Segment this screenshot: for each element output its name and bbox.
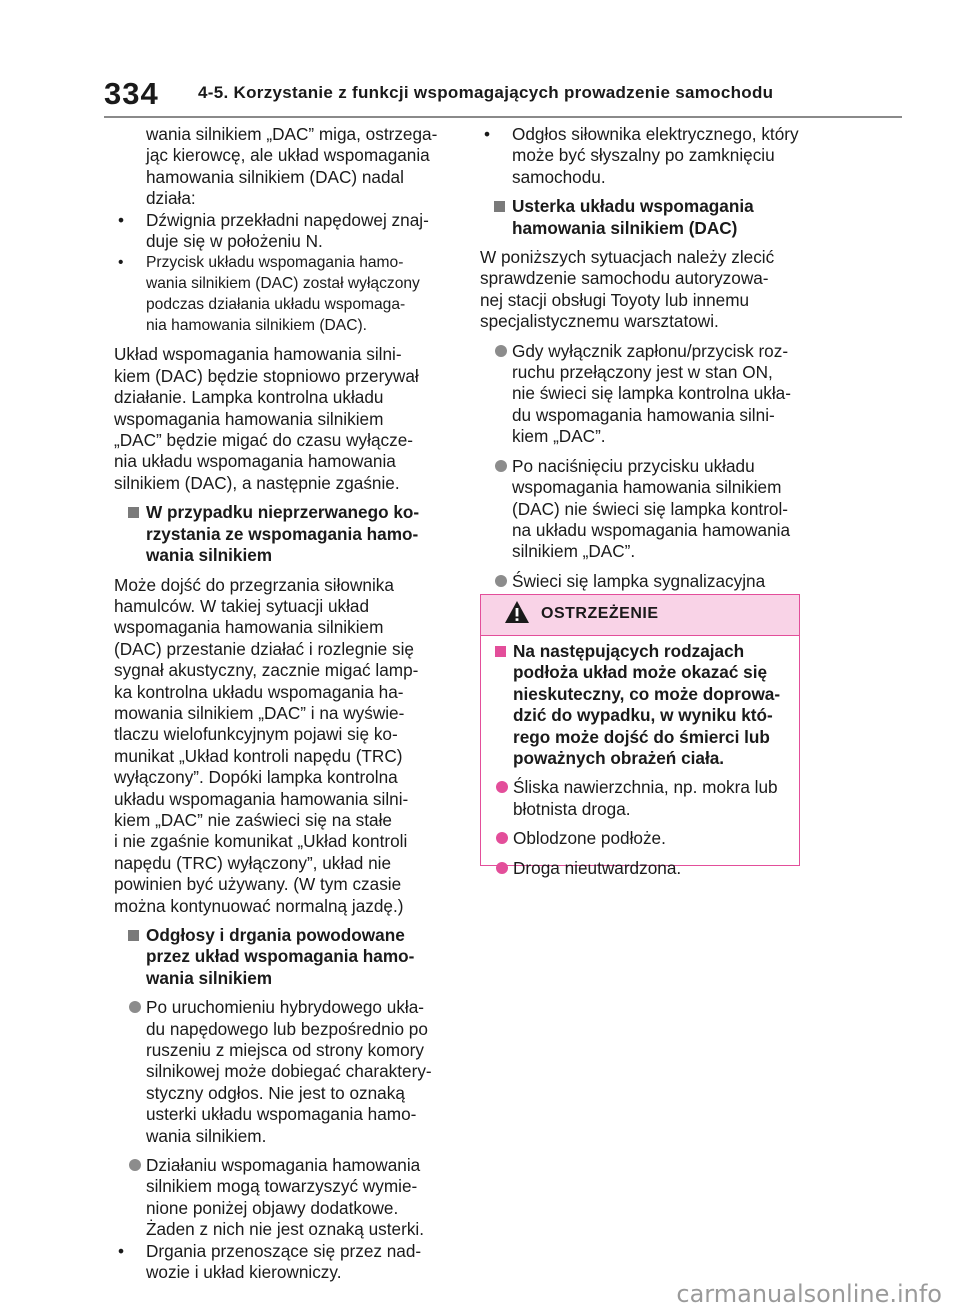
text-line: kiem „DAC” nie zaświeci się na stałe xyxy=(114,809,392,830)
text-line: wozie i układ kierowniczy. xyxy=(146,1262,342,1283)
list-item xyxy=(114,252,454,336)
text-line: nia układu wspomagania hamowania xyxy=(114,451,396,472)
text-line: specjalistycznemu warsztatowi. xyxy=(480,311,719,332)
text-line: (DAC) nie świeci się lampka kontrol- xyxy=(512,498,789,519)
text-line: wspomagania hamowania silnikiem xyxy=(512,477,782,498)
text-line: nie świeci się lampka kontrolna ukła- xyxy=(512,383,791,404)
warning-triangle-icon xyxy=(504,600,530,624)
text-line: wspomagania hamowania silnikiem xyxy=(114,408,384,429)
text-line: układu wspomagania hamowania silni- xyxy=(114,788,409,809)
circle-bullet-icon xyxy=(496,862,508,874)
text-line: Układ wspomagania hamowania silni- xyxy=(114,344,402,365)
text-line: Odgłos siłownika elektrycznego, który xyxy=(512,124,799,144)
text-line: silnikiem „DAC”. xyxy=(512,541,636,562)
square-bullet-icon xyxy=(128,507,139,518)
text-line: Droga nieutwardzona. xyxy=(513,857,682,878)
text-line: hamulców. W takiej sytuacji układ xyxy=(114,595,370,616)
text-line: Usterka układu wspomagania xyxy=(512,196,754,217)
dot-list-item xyxy=(114,1155,454,1241)
text-line: samochodu. xyxy=(512,166,606,187)
circle-bullet-icon xyxy=(496,781,508,793)
circle-bullet-icon xyxy=(129,1001,141,1013)
text-line: podłoża układ może okazać się xyxy=(513,662,768,683)
text-line: rzystania ze wspomagania hamo- xyxy=(146,523,419,544)
text-line: hamowania silnikiem (DAC) nadal xyxy=(146,166,404,187)
text-line: nej stacji obsługi Toyoty lub innemu xyxy=(480,289,750,310)
warning-body xyxy=(481,641,801,887)
text-line: wspomagania hamowania silnikiem xyxy=(114,617,384,638)
dot-list-item xyxy=(114,997,454,1147)
intro-text xyxy=(114,124,454,210)
text-line: ruszeniu z miejsca od strony komory xyxy=(146,1040,424,1061)
text-line: sprawdzenie samochodu autoryzowa- xyxy=(480,268,769,289)
text-line: powinien być używany. (W tym czasie xyxy=(114,874,402,895)
text-line: jąc kierowcę, ale układ wspomagania xyxy=(146,145,430,166)
text-line: mowania silnikiem „DAC” i na wyświe- xyxy=(114,702,405,723)
text-line: i nie zgaśnie komunikat „Układ kontroli xyxy=(114,831,408,852)
text-line: Po uruchomieniu hybrydowego ukła- xyxy=(146,997,425,1018)
text-line: ruchu przełączony jest w stan ON, xyxy=(512,362,773,383)
text-line: tlaczu wielofunkcyjnym pojawi się ko- xyxy=(114,724,398,745)
text-line: wania silnikiem. xyxy=(146,1125,267,1146)
left-column xyxy=(114,124,454,1284)
dot-list-item xyxy=(481,858,789,879)
text-line: usterki układu wspomagania hamo- xyxy=(146,1104,417,1125)
dot-list-item xyxy=(480,341,805,448)
list-item xyxy=(114,210,454,253)
warning-title: OSTRZEŻENIE xyxy=(541,605,659,622)
section-title: 4-5. Korzystanie z funkcji wspomagających prowadzenie samochodu xyxy=(198,83,774,102)
square-bullet-icon xyxy=(128,930,139,941)
warning-header xyxy=(481,595,799,636)
text-line: na układu wspomagania hamowania xyxy=(512,519,791,540)
text-line: Śliska nawierzchnia, np. mokra lub xyxy=(513,777,778,798)
warning-heading xyxy=(481,641,789,769)
text-line: Dźwignia przekładni napędowej znaj- xyxy=(146,209,429,230)
paragraph xyxy=(114,575,454,918)
text-line: hamowania silnikiem (DAC) xyxy=(512,217,738,238)
text-line: sygnał akustyczny, zacznie migać lamp- xyxy=(114,660,419,681)
text-line: silnikiem mogą towarzyszyć wymie- xyxy=(146,1176,418,1197)
bullet-icon: • xyxy=(118,254,124,272)
section-heading xyxy=(480,196,805,239)
list-item xyxy=(114,1241,454,1284)
warning-box xyxy=(480,594,800,878)
text-line: Może dojść do przegrzania siłownika xyxy=(114,574,394,595)
text-line: Na następujących rodzajach xyxy=(513,641,745,661)
text-line: Oblodzone podłoże. xyxy=(513,828,666,849)
dot-list-item xyxy=(481,777,789,820)
text-line: styczny odgłos. Nie jest to oznaką xyxy=(146,1082,405,1103)
text-line: Drgania przenoszące się przez nad- xyxy=(146,1240,422,1261)
text-line: du wspomagania hamowania silni- xyxy=(512,404,775,425)
text-line: kiem (DAC) będzie stopniowo przerywał xyxy=(114,365,419,386)
text-line: Po naciśnięciu przycisku układu xyxy=(512,455,755,476)
bullet-icon: • xyxy=(118,1240,125,1261)
text-line: Przycisk układu wspomagania hamo- xyxy=(146,254,404,272)
text-line: dzić do wypadku, w wyniku któ- xyxy=(513,705,773,726)
bullet-icon: • xyxy=(118,209,125,230)
text-line: du napędowego lub bezpośrednio po xyxy=(146,1018,428,1039)
text-line: poważnych obrażeń ciała. xyxy=(513,748,725,769)
text-line: W poniższych sytuacjach należy zlecić xyxy=(480,247,775,268)
text-line: silnikowej może dobiegać charaktery- xyxy=(146,1061,432,1082)
bullet-icon: • xyxy=(484,124,491,144)
text-line: można kontynuować normalną jazdę.) xyxy=(114,895,404,916)
text-line: duje się w położeniu N. xyxy=(146,231,323,252)
text-line: może być słyszalny po zamknięciu xyxy=(512,145,775,166)
section-heading xyxy=(114,925,454,989)
text-line: Odgłosy i drgania powodowane xyxy=(146,925,405,945)
dot-list-item xyxy=(480,456,805,563)
circle-bullet-icon xyxy=(495,345,507,357)
circle-bullet-icon xyxy=(495,575,507,587)
paragraph xyxy=(480,247,805,333)
text-line: przez układ wspomagania hamo- xyxy=(146,946,415,967)
text-line: działanie. Lampka kontrolna układu xyxy=(114,387,384,408)
text-line: nione poniżej objawy dodatkowe. xyxy=(146,1197,399,1218)
text-line: silnikiem (DAC), a następnie zgaśnie. xyxy=(114,472,400,493)
text-line: ka kontrolna układu wspomagania ha- xyxy=(114,681,404,702)
text-line: Gdy wyłącznik zapłonu/przycisk roz- xyxy=(512,340,789,361)
text-line: działa: xyxy=(146,188,196,209)
text-line: wania silnikiem „DAC” miga, ostrzega- xyxy=(146,124,438,144)
circle-bullet-icon xyxy=(496,832,508,844)
dot-list-item xyxy=(481,828,789,849)
text-line: „DAC” będzie migać do czasu wyłącze- xyxy=(114,430,413,451)
list-item xyxy=(480,124,805,188)
text-line: błotnista droga. xyxy=(513,798,631,819)
text-line: wania silnikiem (DAC) został wyłączony xyxy=(146,275,420,293)
text-line: kiem „DAC”. xyxy=(512,426,606,447)
text-line: nia hamowania silnikiem (DAC). xyxy=(146,317,367,335)
text-line: (DAC) przestanie działać i rozlegnie się xyxy=(114,638,414,659)
text-line: wania silnikiem xyxy=(146,545,273,566)
text-line: podczas działania układu wspomaga- xyxy=(146,296,406,314)
text-line: W przypadku nieprzerwanego ko- xyxy=(146,502,420,523)
page-header xyxy=(104,74,904,114)
text-line: Żaden z nich nie jest oznaką usterki. xyxy=(146,1219,425,1240)
text-line: Działaniu wspomagania hamowania xyxy=(146,1155,421,1176)
text-line: wyłączony”. Dopóki lampka kontrolna xyxy=(114,767,398,788)
paragraph xyxy=(114,344,454,494)
text-line: Świeci się lampka sygnalizacyjna xyxy=(512,570,766,591)
text-line: munikat „Układ kontroli napędu (TRC) xyxy=(114,745,403,766)
text-line: rego może dojść do śmierci lub xyxy=(513,726,770,747)
text-line: napędu (TRC) wyłączony”, układ nie xyxy=(114,852,392,873)
square-bullet-icon xyxy=(495,646,506,657)
right-column xyxy=(480,124,805,622)
square-bullet-icon xyxy=(494,201,505,212)
page-number: 334 xyxy=(104,76,159,111)
circle-bullet-icon xyxy=(129,1159,141,1171)
circle-bullet-icon xyxy=(495,460,507,472)
text-line: nieskuteczny, co może doprowa- xyxy=(513,683,781,704)
section-heading xyxy=(114,502,454,566)
header-rule xyxy=(104,116,902,118)
watermark: carmanualsonline.info xyxy=(676,1280,942,1308)
text-line: wania silnikiem xyxy=(146,967,273,988)
